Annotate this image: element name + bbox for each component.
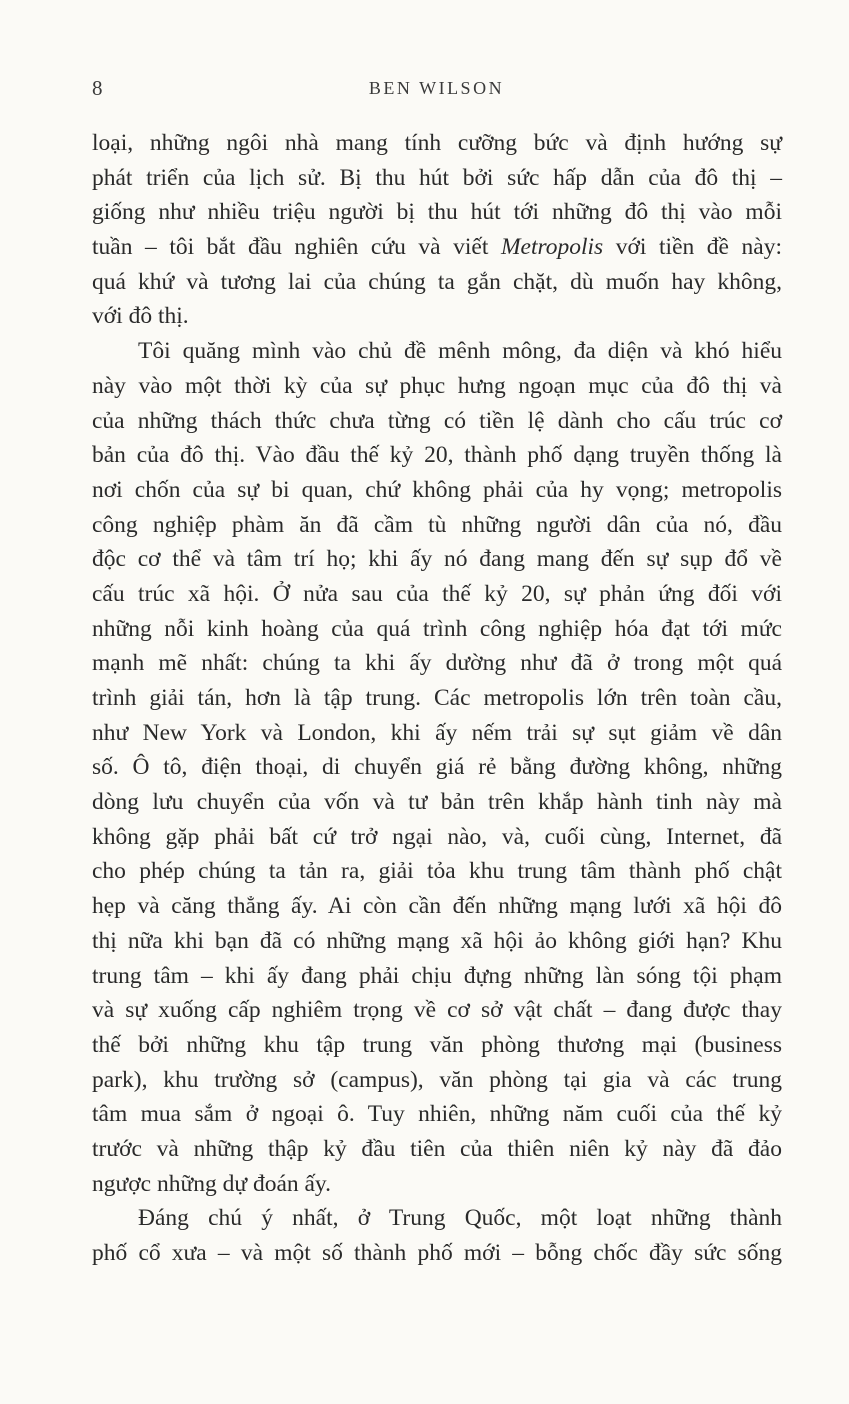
text-line: với đô thị. [92,303,189,330]
text-line: ngược những dự đoán ấy. [92,1170,332,1197]
text-line: cấu trúc xã hội. Ở nửa sau của thế kỷ 20, sự phản ứng đối với [92,580,782,607]
paragraph [92,334,782,1201]
text-line: và sự xuống cấp nghiêm trọng về cơ sở vật chất – đang được thay [92,997,782,1024]
text-line: nơi chốn của sự bi quan, chứ không phải của hy vọng; metropolis [92,476,782,503]
text-line: như New York và London, khi ấy nếm trải sự sụt giảm về dân [92,719,782,746]
text-line: không gặp phải bất cứ trở ngại nào, và, cuối cùng, Internet, đã [92,823,782,850]
text-line: cho phép chúng ta tản ra, giải tỏa khu trung tâm thành phố chật [92,858,782,885]
paragraph [92,1201,782,1270]
text-line: quá khứ và tương lai của chúng ta gắn chặt, dù muốn hay không, [92,268,782,295]
text-line: phố cổ xưa – và một số thành phố mới – bỗng chốc đầy sức sống [92,1240,782,1266]
text-line: công nghiệp phàm ăn đã cầm tù những người dân của nó, đầu [92,511,782,538]
text-line: trung tâm – khi ấy đang phải chịu đựng những làn sóng tội phạm [92,962,782,989]
text-line: Tôi quăng mình vào chủ đề mênh mông, đa diện và khó hiểu [138,338,782,365]
text-line: trình giải tán, hơn là tập trung. Các metropolis lớn trên toàn cầu, [92,685,782,711]
text-line: những nỗi kinh hoàng của quá trình công nghiệp hóa đạt tới mức [92,615,782,642]
text-line: loại, những ngôi nhà mang tính cưỡng bức và định hướng sự [92,130,782,156]
text-line: hẹp và căng thẳng ấy. Ai còn cần đến những mạng lưới xã hội đô [92,893,782,920]
running-head-author: BEN WILSON [368,78,505,98]
text-line: bản của đô thị. Vào đầu thế kỷ 20, thành phố dạng truyền thống là [92,442,782,469]
text-line: thị nữa khi bạn đã có những mạng xã hội ảo không giới hạn? Khu [92,927,782,954]
text-line: giống như nhiều triệu người bị thu hút tới những đô thị vào mỗi [92,199,782,226]
text-line: số. Ô tô, điện thoại, di chuyển giá rẻ bằng đường không, những [92,754,782,781]
text-line: thế bởi những khu tập trung văn phòng thương mại (business [92,1031,782,1058]
text-line: Đáng chú ý nhất, ở Trung Quốc, một loạt những thành [138,1205,782,1232]
text-line: tuần – tôi bắt đầu nghiên cứu và viết Metropolis với tiền đề này: [92,234,782,261]
text-line: tâm mua sắm ở ngoại ô. Tuy nhiên, những năm cuối của thế kỷ [92,1101,782,1128]
text-line: độc cơ thể và tâm trí họ; khi ấy nó đang mang đến sự sụp đổ về [92,546,782,573]
body-text [92,126,782,1271]
text-line: phát triển của lịch sử. Bị thu hút bởi sức hấp dẫn của đô thị – [92,164,782,191]
text-line: dòng lưu chuyển của vốn và tư bản trên khắp hành tinh này mà [92,789,782,816]
text-line: park), khu trường sở (campus), văn phòng tại gia và các trung [92,1066,782,1093]
page-header [92,76,781,104]
text-line: mạnh mẽ nhất: chúng ta khi ấy dường như đã ở trong một quá [92,650,782,677]
text-line: của những thách thức chưa từng có tiền lệ dành cho cấu trúc cơ [92,407,782,434]
text-line: này vào một thời kỳ của sự phục hưng ngoạn mục của đô thị và [92,372,782,399]
page-number: 8 [92,76,103,100]
text-line: trước và những thập kỷ đầu tiên của thiên niên kỷ này đã đảo [92,1135,782,1162]
paragraph [92,126,782,334]
